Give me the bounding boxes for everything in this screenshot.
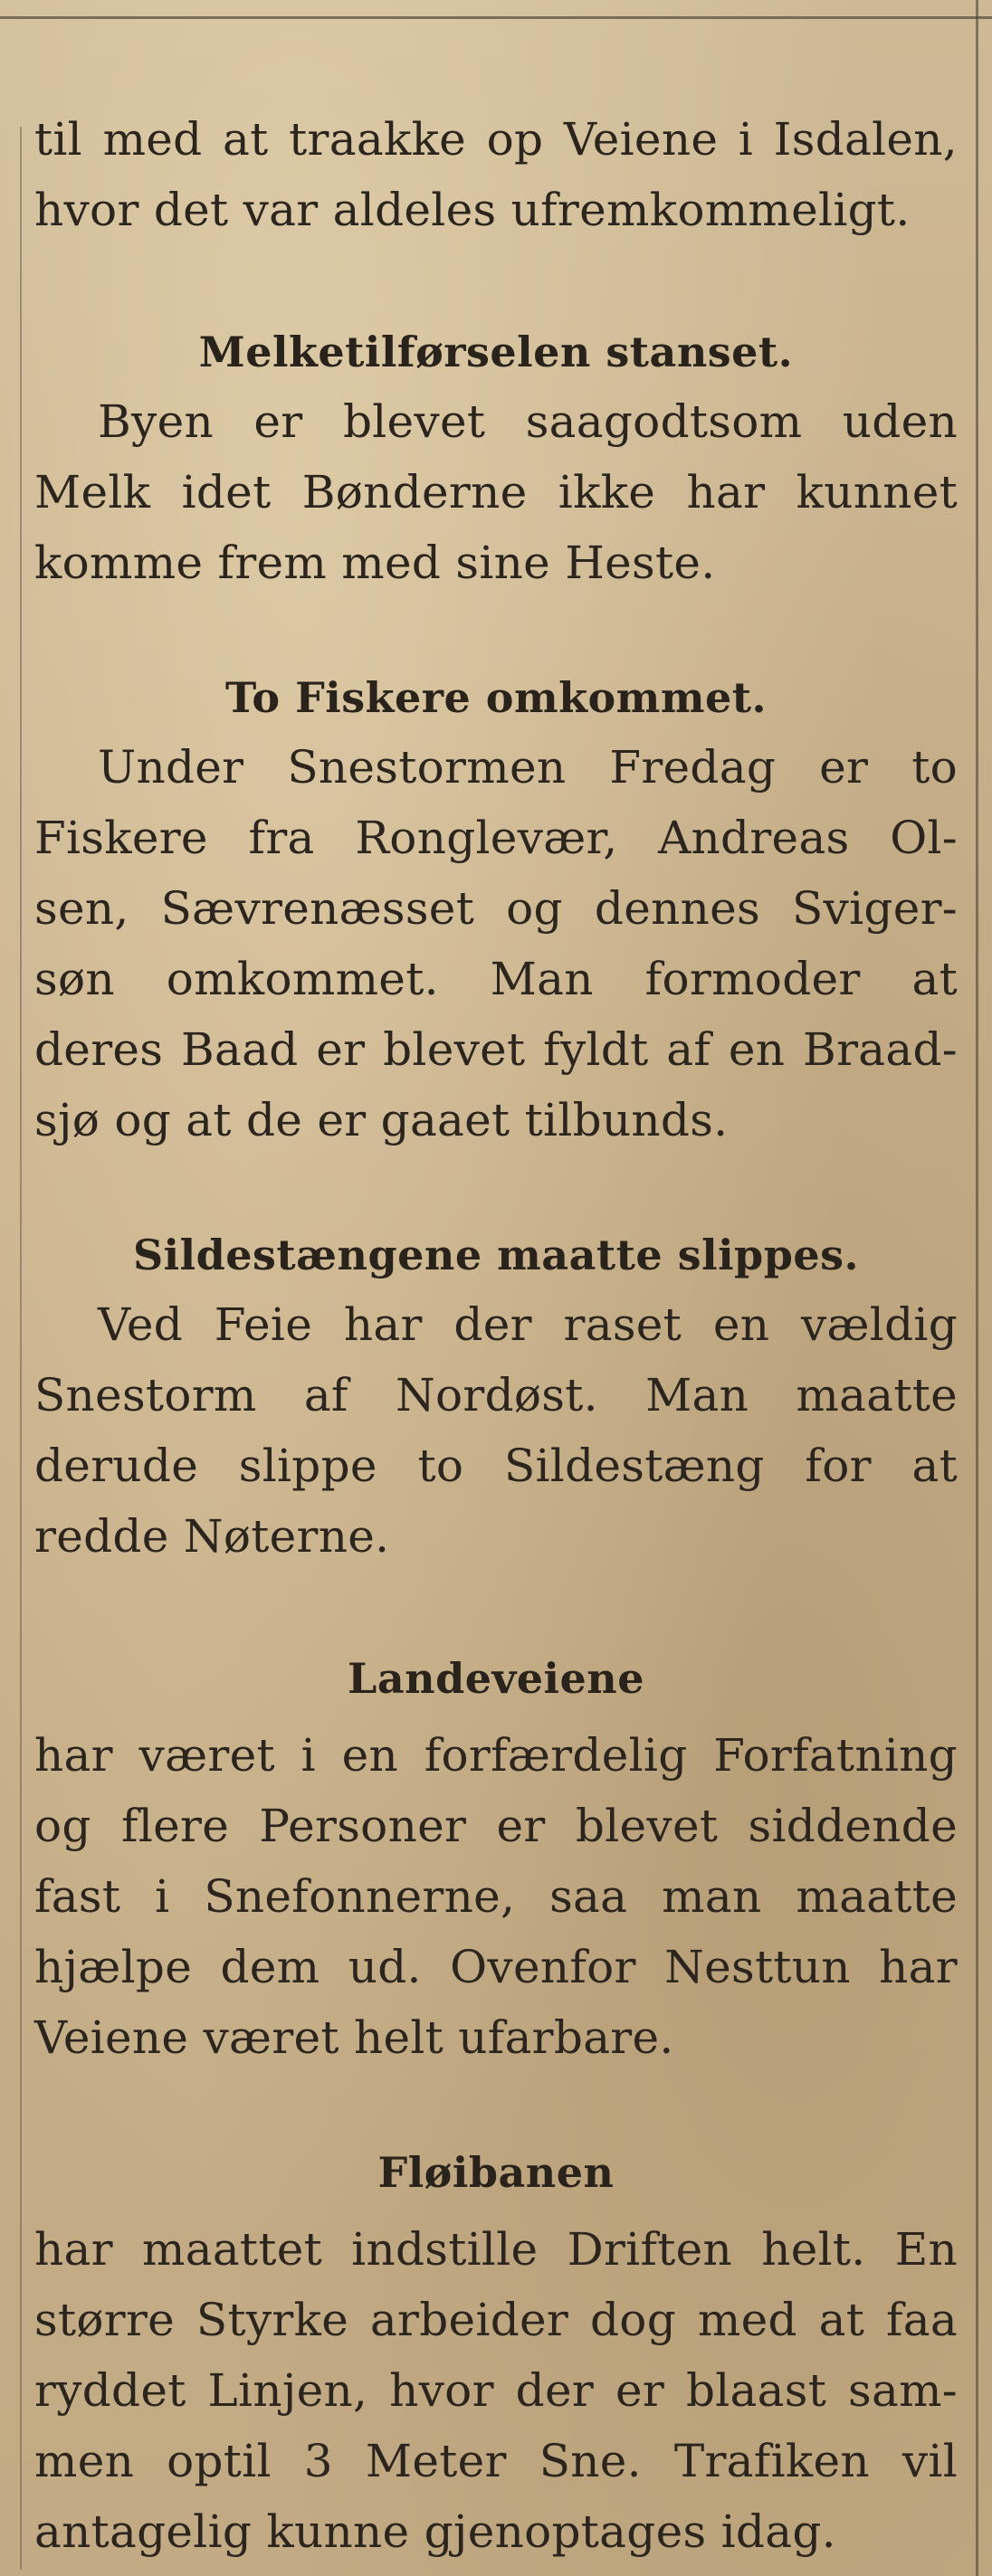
section-paragraph (34, 386, 958, 598)
section-heading: Sildestængene maatte slippes. (132, 1231, 860, 1279)
text-line: Veiene været helt ufarbare. (34, 2011, 674, 2064)
text-line: hjælpe dem ud. Ovenfor Nesttun har (34, 1941, 958, 1993)
section-heading: To Fiskere omkommet. (224, 673, 768, 722)
text-line: Ved Feie har der raset en vældig (98, 1298, 958, 1351)
text-line: Snestorm af Nordøst. Man maatte (34, 1369, 958, 1421)
article-column (34, 104, 958, 2576)
text-line: hvor det var aldeles ufremkommeligt. (34, 184, 911, 236)
text-line: fast i Snefonnerne, saa man maatte (34, 1870, 958, 1923)
text-line: derude slippe to Sildestæng for at (34, 1440, 958, 1492)
intro-paragraph (34, 104, 958, 245)
text-line: Under Snestormen Fredag er to (98, 741, 958, 794)
left-column-rule (20, 127, 22, 2570)
section-heading: Fløibanen (377, 2148, 615, 2197)
text-line: har været i en forfærdelig Forfatning (34, 1729, 958, 1782)
text-line: redde Nøterne. (34, 1510, 390, 1563)
section-paragraph (34, 1720, 958, 2073)
right-column-rule (976, 0, 978, 2576)
text-line: søn omkommet. Man formoder at (34, 953, 958, 1005)
section-paragraph (34, 1289, 958, 1572)
text-line: ryddet Linjen, hvor der er blaast sam- (34, 2364, 958, 2417)
text-line: større Styrke arbeider dog med at faa (34, 2294, 958, 2346)
text-line: sen, Sævrenæsset og dennes Sviger- (34, 882, 958, 935)
text-line: men optil 3 Meter Sne. Trafiken vil (34, 2435, 958, 2487)
text-line: sjø og at de er gaaet tilbunds. (34, 1094, 729, 1146)
text-line: antagelig kunne gjenoptages idag. (34, 2505, 836, 2558)
section-paragraph (34, 732, 958, 1155)
section-heading: Melketilførselen stanset. (198, 328, 794, 376)
text-line: Fiskere fra Ronglevær, Andreas Ol- (34, 812, 958, 864)
text-line: til med at traakke op Veiene i Isdalen, (34, 113, 958, 166)
top-border-rule (0, 16, 992, 19)
text-line: Byen er blevet saagodtsom uden (98, 395, 958, 448)
text-line: Melk idet Bønderne ikke har kunnet (34, 466, 958, 518)
text-line: og flere Personer er blevet siddende (34, 1800, 958, 1852)
text-line: deres Baad er blevet fyldt af en Braad- (34, 1023, 958, 1076)
section-paragraph (34, 2214, 958, 2567)
text-line: komme frem med sine Heste. (34, 537, 716, 589)
section-heading: Landeveiene (348, 1654, 644, 1703)
text-line: har maattet indstille Driften helt. En (34, 2223, 958, 2276)
